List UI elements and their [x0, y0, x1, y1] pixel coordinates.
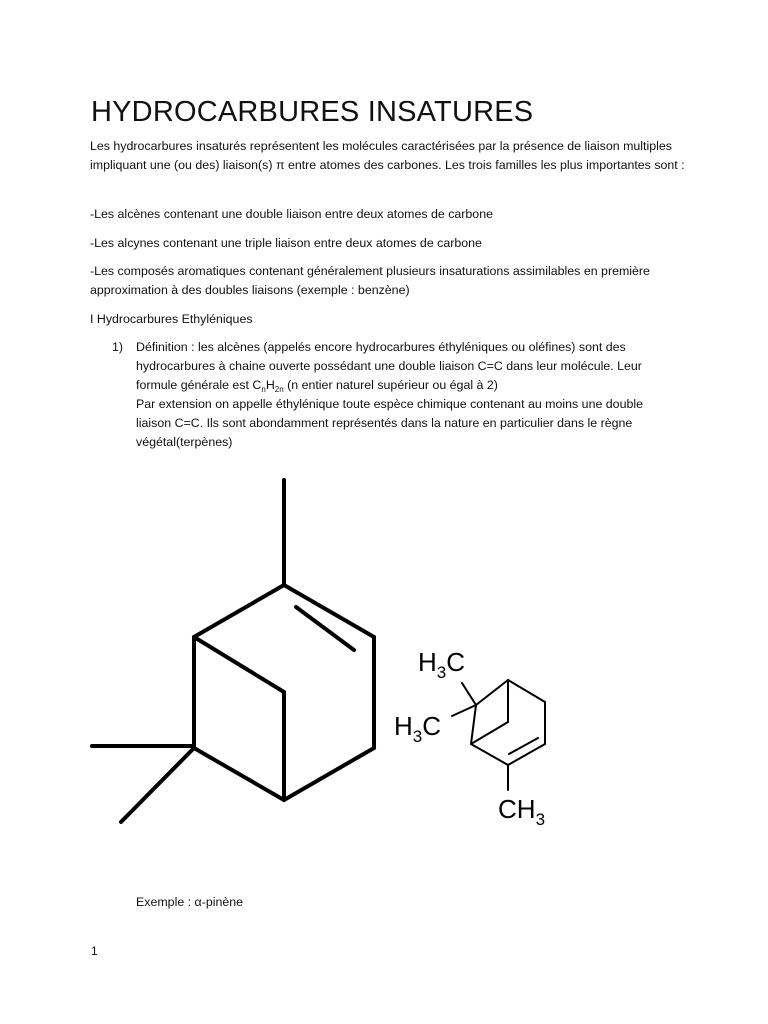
page-number: 1 — [91, 944, 98, 958]
family-aromatiques: -Les composés aromatiques contenant généralement plusieurs insaturations assimilables en première approximation à des doubles liaisons (exemple : benzène) — [90, 264, 650, 297]
section-heading: I Hydrocarbures Ethyléniques — [90, 312, 253, 326]
ring-bond — [284, 748, 374, 800]
definition-formula-note: (n entier naturel supérieur ou égal à 2) — [283, 378, 498, 392]
definition-block — [136, 338, 676, 452]
molecule-labels — [394, 647, 545, 829]
gem-methyl-bond — [121, 748, 194, 822]
alpha-pinene-structures — [0, 470, 768, 870]
ring-bond — [194, 585, 284, 637]
bridge-bond — [194, 637, 284, 692]
label-h3c-top: $H_3C$ — [418, 647, 466, 682]
double-bond-line — [509, 738, 538, 754]
formula-sub-n: n — [261, 385, 266, 394]
ring-bond — [471, 705, 476, 744]
ring-bond — [194, 748, 284, 800]
alpha-pinene-skeletal-small — [452, 680, 545, 790]
ring-bond — [476, 680, 508, 705]
ring-bond — [508, 680, 545, 702]
label-ch3: $CH_3$ — [498, 794, 546, 829]
family-alcenes: -Les alcènes contenant une double liaison entre deux atomes de carbone — [90, 207, 493, 221]
double-bond-line — [296, 607, 354, 650]
definition-text: Définition : les alcènes (appelés encore hydrocarbures éthyléniques ou oléfines) sont des hydrocarbures à chaine ouverte possédant une double liaison C=C dans leur molécule. Leur formule générale est C — [136, 340, 642, 392]
formula-h: H — [265, 378, 275, 392]
methyl-bond — [462, 683, 476, 705]
family-alcynes: -Les alcynes contenant une triple liaison entre deux atomes de carbone — [90, 236, 482, 250]
alpha-pinene-skeletal-large — [92, 480, 374, 822]
ring-bond — [508, 744, 545, 765]
bridge-bond — [471, 722, 508, 744]
label-h3c-mid: $H_3C$ — [394, 711, 442, 746]
intro-paragraph: Les hydrocarbures insaturés représentent les molécules caractérisées par la présence de liaison multiples impliquant une (ou des) liaison(s) π entre atomes des carbones. Les trois familles les plus importantes sont : — [90, 139, 685, 172]
ring-bond — [471, 744, 508, 765]
methyl-bond — [452, 705, 476, 716]
page-title: HYDROCARBURES INSATURES — [91, 96, 534, 128]
example-caption: Exemple : α-pinène — [136, 895, 244, 909]
definition-extension: Par extension on appelle éthylénique toute espèce chimique contenant au moins une double liaison C=C. Ils sont abondamment représentés dans la nature en particulier dans le règne végétal(terpènes) — [136, 397, 643, 449]
definition-number: 1) — [112, 340, 124, 354]
formula-sub-2n: 2n — [274, 385, 284, 394]
